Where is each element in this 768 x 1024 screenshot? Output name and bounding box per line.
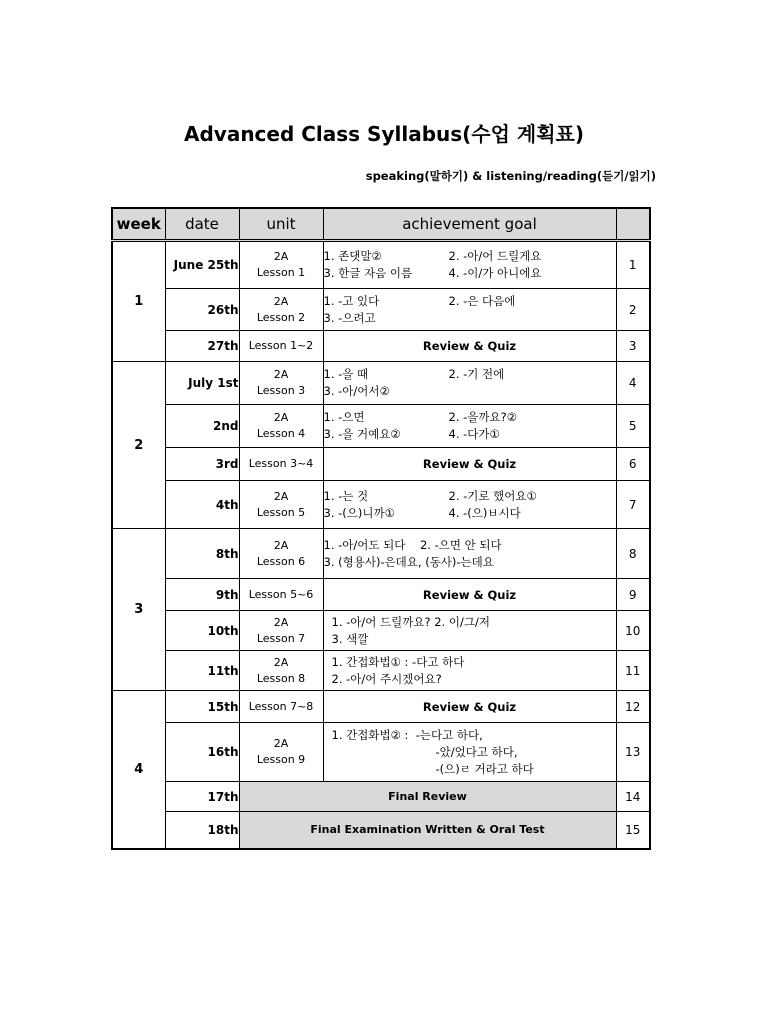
table-row (112, 529, 650, 579)
goal-item: 1. -는 것 (323, 488, 369, 503)
goal-item: 1. -고 있다 (323, 293, 380, 308)
unit-book: 2A (273, 368, 289, 381)
goal-line: -았/었다고 하다, (435, 744, 518, 759)
num-cell: 15 (616, 812, 650, 849)
table-row (112, 651, 650, 691)
unit-lesson: Lesson 2 (256, 310, 306, 324)
num-cell: 11 (616, 651, 650, 691)
goal-line: 1. 간접화법② : -는다고 하다, (331, 727, 483, 742)
table-row (112, 579, 650, 611)
goal-cell (323, 529, 616, 579)
table-row (112, 362, 650, 405)
page-title: Advanced Class Syllabus(수업 계획표) (183, 122, 585, 146)
goal-item: 3. 한글 자음 이름 (323, 266, 413, 280)
final-review-cell: Final Review (239, 782, 616, 812)
unit-cell (239, 362, 323, 405)
unit-cell (239, 529, 323, 579)
unit-cell (239, 405, 323, 448)
week-cell: 4 (112, 691, 165, 849)
goal-item: 2. -은 다음에 (448, 293, 516, 308)
unit-book: 2A (273, 538, 289, 552)
goal-item: 4. -이/가 아니에요 (448, 266, 542, 280)
goal-item: 3. -을 거예요② (323, 427, 401, 441)
table-header-row (112, 208, 650, 241)
header-unit: unit (239, 208, 323, 241)
unit-lesson: Lesson 5 (256, 505, 306, 519)
goal-line: 2. -아/어 주시겠어요? (331, 671, 442, 686)
goal-cell (323, 611, 616, 651)
unit-cell: Lesson 3~4 (239, 448, 323, 481)
week-cell: 2 (112, 362, 165, 529)
unit-cell (239, 723, 323, 782)
header-date: date (165, 208, 239, 241)
header-num (616, 208, 650, 241)
goal-item: 3. -으려고 (323, 310, 376, 325)
review-quiz-cell: Review & Quiz (323, 448, 616, 481)
table-row (112, 691, 650, 723)
date-cell: 2nd (165, 405, 239, 448)
unit-book: 2A (273, 655, 289, 669)
goal-cell (323, 481, 616, 529)
review-quiz-cell: Review & Quiz (323, 331, 616, 362)
goal-item: 1. -을 때 (323, 367, 369, 381)
unit-book: 2A (273, 411, 289, 424)
unit-cell (239, 241, 323, 289)
table-row (112, 289, 650, 331)
goal-line: 1. -아/어 드릴까요? 2. 이/그/저 (331, 614, 490, 629)
date-cell: June 25th (165, 241, 239, 289)
unit-lesson: Lesson 1 (256, 266, 306, 279)
unit-cell: Lesson 7~8 (239, 691, 323, 723)
unit-cell: Lesson 1~2 (239, 331, 323, 362)
table-row (112, 611, 650, 651)
unit-lesson: Lesson 9 (256, 753, 306, 766)
unit-lesson: Lesson 7 (256, 631, 306, 645)
table-row (112, 481, 650, 529)
goal-line: 1. 간접화법① : -다고 하다 (331, 654, 465, 669)
goal-item: 1. -으면 (323, 410, 365, 424)
goal-line (324, 310, 616, 327)
goal-item: 1. 존댓말② (323, 249, 382, 263)
num-cell: 6 (616, 448, 650, 481)
goal-line: 1. -아/어도 되다 2. -으면 안 되다 (323, 537, 502, 552)
num-cell: 4 (616, 362, 650, 405)
num-cell: 13 (616, 723, 650, 782)
date-cell: 18th (165, 812, 239, 849)
goal-line (324, 426, 616, 443)
table-row (112, 405, 650, 448)
date-cell: 16th (165, 723, 239, 782)
unit-book: 2A (273, 615, 289, 629)
num-cell: 5 (616, 405, 650, 448)
goal-line: -(으)ㄹ 거라고 하다 (435, 761, 534, 776)
unit-book: 2A (273, 250, 289, 263)
unit-cell (239, 481, 323, 529)
table-row (112, 241, 650, 289)
goal-item: 3. -아/어서② (323, 384, 390, 398)
num-cell: 10 (616, 611, 650, 651)
syllabus-table (111, 207, 651, 850)
unit-lesson: Lesson 6 (256, 554, 306, 568)
review-quiz-cell: Review & Quiz (323, 691, 616, 723)
unit-cell (239, 611, 323, 651)
goal-line (324, 366, 616, 383)
goal-cell (323, 241, 616, 289)
date-cell: 9th (165, 579, 239, 611)
num-cell: 9 (616, 579, 650, 611)
date-cell: 27th (165, 331, 239, 362)
goal-line (324, 248, 616, 265)
unit-book: 2A (273, 737, 289, 750)
num-cell: 3 (616, 331, 650, 362)
goal-item: 4. -다가① (448, 427, 500, 441)
goal-line (324, 488, 616, 505)
num-cell: 1 (616, 241, 650, 289)
goal-item: 2. -을까요?② (448, 410, 518, 424)
goal-item: 2. -기로 했어요① (448, 488, 537, 503)
final-exam-cell: Final Examination Written & Oral Test (239, 812, 616, 849)
num-cell: 12 (616, 691, 650, 723)
unit-book: 2A (273, 489, 289, 503)
goal-line: 3. 색깔 (331, 631, 369, 646)
goal-line (324, 265, 616, 282)
date-cell: 3rd (165, 448, 239, 481)
unit-cell (239, 651, 323, 691)
header-goal: achievement goal (323, 208, 616, 241)
num-cell: 8 (616, 529, 650, 579)
unit-book: 2A (273, 294, 289, 308)
goal-item: 2. -아/어 드릴게요 (448, 249, 542, 263)
goal-cell (323, 289, 616, 331)
date-cell: 11th (165, 651, 239, 691)
goal-item: 4. -(으)ㅂ시다 (448, 505, 521, 520)
date-cell: July 1st (165, 362, 239, 405)
table-row (112, 448, 650, 481)
goal-cell (323, 723, 616, 782)
review-quiz-cell: Review & Quiz (323, 579, 616, 611)
goal-item: 3. -(으)니까① (323, 505, 395, 520)
goal-item: 2. -기 전에 (448, 367, 505, 381)
unit-lesson: Lesson 3 (256, 384, 306, 397)
date-cell: 17th (165, 782, 239, 812)
goal-line (324, 293, 616, 310)
header-week: week (112, 208, 165, 241)
goal-line: 3. (형용사)-은데요, (동사)-는데요 (323, 554, 494, 569)
goal-line (324, 409, 616, 426)
num-cell: 7 (616, 481, 650, 529)
unit-cell (239, 289, 323, 331)
table-row (112, 812, 650, 849)
table-row (112, 723, 650, 782)
date-cell: 10th (165, 611, 239, 651)
date-cell: 26th (165, 289, 239, 331)
table-row (112, 782, 650, 812)
unit-lesson: Lesson 8 (256, 671, 306, 685)
unit-cell: Lesson 5~6 (239, 579, 323, 611)
page-subtitle: speaking(말하기) & listening/reading(듣기/읽기) (365, 169, 656, 183)
unit-lesson: Lesson 4 (256, 427, 306, 440)
table-row (112, 331, 650, 362)
goal-line (324, 505, 616, 522)
goal-line (324, 383, 616, 400)
num-cell: 14 (616, 782, 650, 812)
date-cell: 15th (165, 691, 239, 723)
num-cell: 2 (616, 289, 650, 331)
week-cell: 1 (112, 241, 165, 362)
date-cell: 4th (165, 481, 239, 529)
goal-cell (323, 651, 616, 691)
week-cell: 3 (112, 529, 165, 691)
date-cell: 8th (165, 529, 239, 579)
goal-cell (323, 362, 616, 405)
goal-cell (323, 405, 616, 448)
